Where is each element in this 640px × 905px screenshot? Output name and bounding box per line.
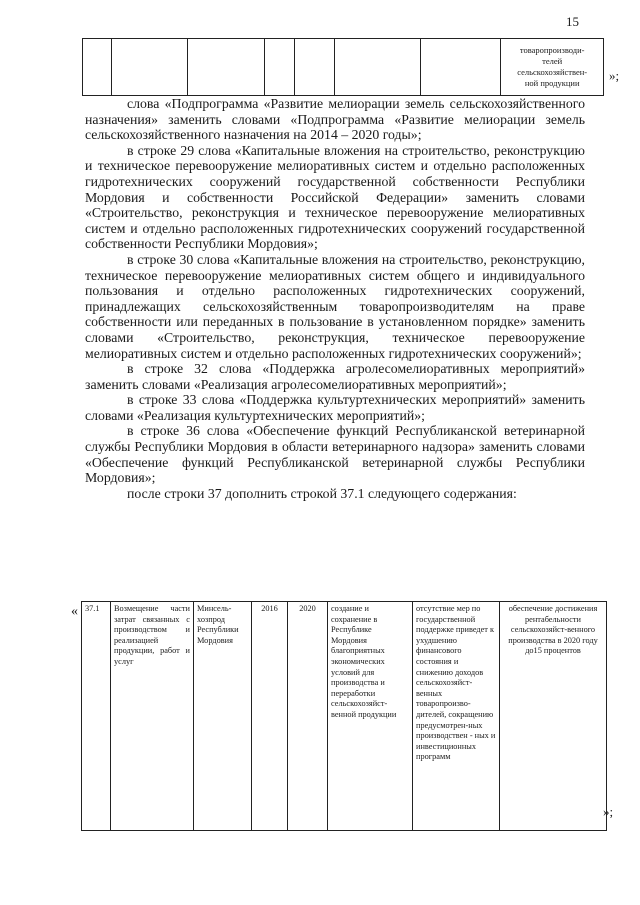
end-year-cell: 2020 [288,602,328,831]
row-37-1-table [81,601,607,831]
table-cell [112,39,188,95]
consequences-cell: отсутствие мер по государственной поддержке приведет к ухудшению финансового состояния и снижению доходов сельскохозяйст-венных товаропроизво-дителей, сокращению предусмотрен-ных производствен - ных и инвестиционных программ [413,602,500,831]
paragraph: в строке 30 слова «Капитальные вложения на строительство, реконструкцию, техническое перевооружение мелиоративных систем общего и индивидуального пользования и отдельно расположенных гидротехнических сооружений, принадлежащих сельскохозяйственным товаропроизводителям на праве собственности или переданных в пользование в установленном порядке» заменить словами «Строительство, реконструкция, техническое перевооружение мелиоративных систем и отдельно расположенных гидротехнических сооружений»; [85,251,585,361]
indicator-cell: обеспечение достижения рентабельности сельскохозяйст-венного производства в 2020 году до15 процентов [500,602,607,831]
table-cell [421,39,502,95]
top-table-fragment [82,38,604,96]
amendment-text [85,96,585,501]
row-number-cell: 37.1 [82,602,111,831]
paragraph: в строке 29 слова «Капитальные вложения на строительство, реконструкцию и техническое перевооружение мелиоративных систем и отдельно расположенных гидротехнических сооружений государственной собственности Республики Мордовия и собственности Российской Федерации» заменить словами «Строительство, реконструкция и техническое перевооружение мелиоративных систем и отдельно расположенных гидротехнических сооружений государственной собственности Республики Мордовия»; [85,142,585,252]
table-cell [83,39,112,95]
paragraph: в строке 32 слова «Поддержка агролесомелиоративных мероприятий» заменить словами «Реализация агролесомелиоративных мероприятий»; [85,361,585,392]
expected-result-cell: создание и сохранение в Республике Мордовия благоприятных экономических условий для производства и переработки сельскохозяйст-венной продукции [328,602,413,831]
paragraph: в строке 36 слова «Обеспечение функций Республиканской ветеринарной службы Республики Мордовия в области ветеринарного надзора» заменить словами «Обеспечение функций Республиканской ветеринарной службы Республики Мордовия»; [85,423,585,486]
table-cell-producers: товаропроизводи- телей сельскохозяйствен- ной продукции [517,45,588,88]
opening-quote: « [71,604,78,619]
closing-quote: »; [603,804,614,819]
table-cell [335,39,421,95]
table-row [82,602,607,831]
closing-quote: »; [609,68,620,83]
executor-cell: Минсель-хозпрод Республики Мордовия [194,602,252,831]
measure-name-cell: Возмещение части затрат связанных с производством и реализацией продукции, работ и услуг [111,602,194,831]
paragraph: в строке 33 слова «Поддержка культуртехнических мероприятий» заменить словами «Реализация культуртехнических мероприятий»; [85,392,585,423]
paragraph: слова «Подпрограмма «Развитие мелиорации земель сельскохозяйственного назначения» заменить словами «Подпрограмма «Развитие мелиорации земель сельскохозяйственного назначения на 2014 – 2020 годы»; [85,96,585,143]
table-cell [265,39,295,95]
table-cell [295,39,335,95]
start-year-cell: 2016 [252,602,288,831]
page-number: 15 [566,14,579,29]
table-cell [188,39,266,95]
paragraph: после строки 37 дополнить строкой 37.1 следующего содержания: [127,485,517,501]
